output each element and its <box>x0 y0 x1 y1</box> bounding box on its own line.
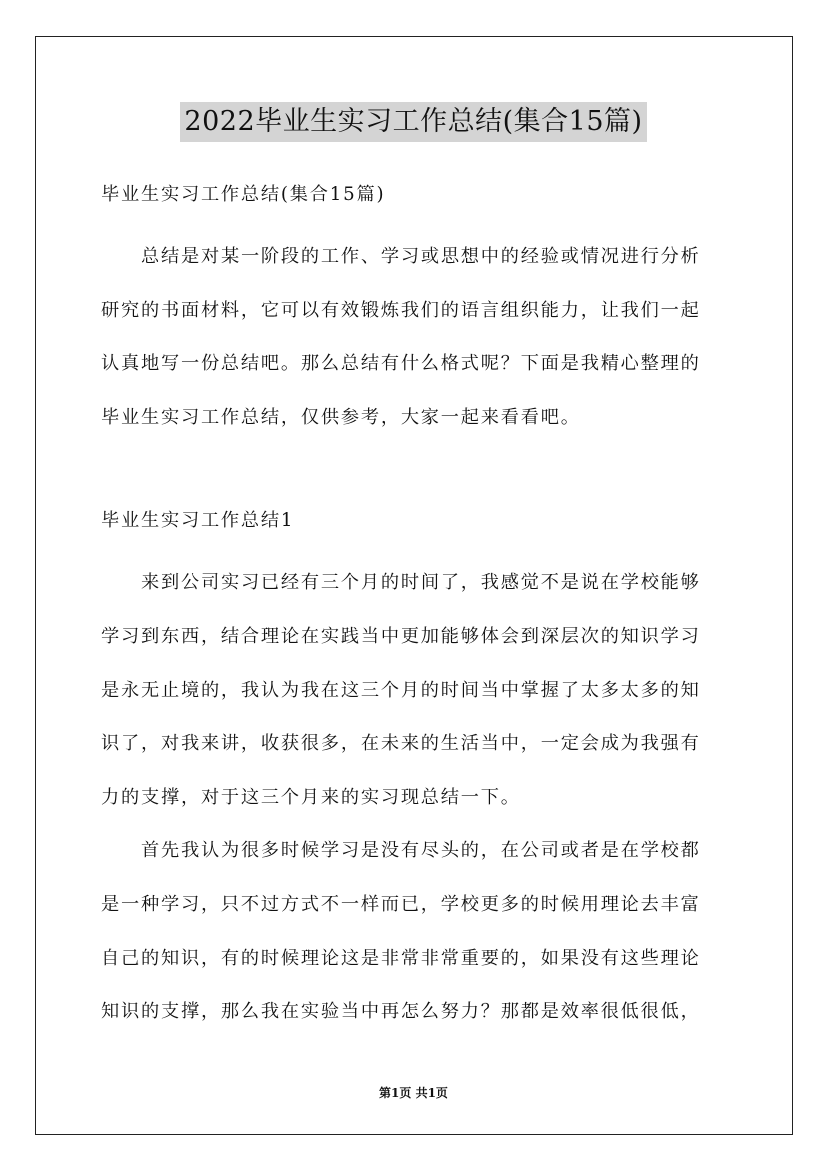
paragraph-line: 来到公司实习已经有三个月的时间了，我感觉不是说在学校能够 <box>141 572 701 594</box>
paragraph-line: 研究的书面材料，它可以有效锻炼我们的语言组织能力，让我们一起 <box>101 299 701 321</box>
body-paragraph-1 <box>101 556 727 824</box>
document-body <box>101 176 727 1039</box>
paragraph-line: 自己的知识，有的时候理论这是非常非常重要的，如果没有这些理论 <box>101 947 701 969</box>
page-footer <box>0 1084 827 1101</box>
section-heading: 毕业生实习工作总结1 <box>101 510 295 532</box>
document-subtitle: 毕业生实习工作总结(集合15篇) <box>101 184 386 205</box>
paragraph-line: 是一种学习，只不过方式不一样而已，学校更多的时候用理论去丰富 <box>101 893 701 915</box>
body-paragraph-2 <box>101 824 727 1038</box>
paragraph-line: 认真地写一份总结吧。那么总结有什么格式呢？下面是我精心整理的 <box>101 353 701 375</box>
paragraph-line: 首先我认为很多时候学习是没有尽头的，在公司或者是在学校都 <box>141 840 701 862</box>
title-container <box>0 102 827 142</box>
paragraph-line: 总结是对某一阶段的工作、学习或思想中的经验或情况进行分析 <box>141 246 701 267</box>
paragraph-line: 学习到东西，结合理论在实践当中更加能够体会到深层次的知识学习 <box>101 625 701 647</box>
paragraph-line: 毕业生实习工作总结，仅供参考，大家一起来看看吧。 <box>101 406 581 428</box>
intro-paragraph <box>101 230 727 444</box>
paragraph-line: 力的支撑，对于这三个月来的实习现总结一下。 <box>101 786 521 808</box>
paragraph-line: 识了，对我来讲，收获很多，在未来的生活当中，一定会成为我强有 <box>101 733 701 755</box>
paragraph-line: 是永无止境的，我认为我在这三个月的时间当中掌握了太多太多的知 <box>101 679 701 701</box>
page-number: 第1页 共1页 <box>379 1086 448 1100</box>
paragraph-line: 知识的支撑，那么我在实验当中再怎么努力？那都是效率很低很低， <box>101 1001 701 1023</box>
document-title: 2022毕业生实习工作总结(集合15篇) <box>180 102 646 142</box>
